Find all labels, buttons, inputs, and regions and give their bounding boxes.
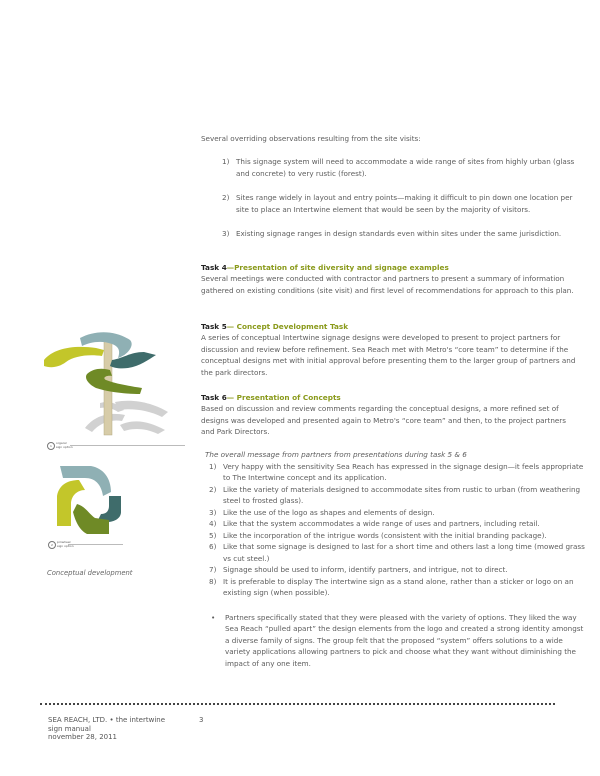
bullet-icon: • [211,612,216,622]
task-body: Based on discussion and review comments regarding the conceptual designs, a more refined set of designs was developed and presented again to Metro's “core team” and then, to the project partners and Park Directors. [201,404,567,436]
task-label: Task 6 [201,393,227,402]
task-title: Concept Development Task [236,322,349,331]
figure-1-number: 1 [47,442,55,450]
feedback-section [205,449,585,669]
list-number: 5) [209,530,217,540]
feedback-item [209,484,585,507]
observations-list-2 [222,192,582,215]
list-text: Like the variety of materials designed to accommodate sites from rustic to urban (from weathering steel to frosted glass). [223,484,581,505]
task-dash: — [226,393,237,402]
bullet-text: Partners specifically stated that they were pleased with the variety of options. They liked the way Sea Reach “pulled apart” the design elements from the logo and created a strong identity amongst a diverse family of signs. The group felt that the proposed “system” offers solutions to a wide variety applications allowing partners to pick and choose what they want without diminishing the impact of any one item. [225,612,584,668]
list-text: Like that some signage is designed to last for a short time and others last a long time (mowed grass vs cut steel.) [223,542,585,563]
list-number: 3) [222,229,230,238]
figure-1-label: organic [56,441,68,445]
olive-blade [86,369,142,394]
feedback-title: The overall message from partners from presentations during task 5 & 6 [205,450,467,459]
feedback-item [209,541,585,564]
sign-shadow [85,401,168,434]
list-text: Like the use of the logo as shapes and elements of design. [223,507,435,517]
list-item [222,192,582,215]
teal-blade [110,352,156,368]
footer-company: SEA REACH, LTD. • the intertwine [48,716,166,724]
task-body: A series of conceptual Intertwine signage designs were developed to present to project partners for discussion and review before refinement. Sea Reach met with Metro's “core team” to determine if the conceptual designs met with initial approval before presenting them to the larger group of partners and the park directors. [201,333,576,377]
list-text: Signage should be used to inform, identify partners, and intrigue, not to direct. [223,565,508,574]
observations-list [222,156,582,179]
figure-1-sublabel: sign option [56,445,73,449]
figure-2-label: pinwheel [57,540,71,544]
observations-list-3 [222,228,582,240]
pinwheel-sign-figure [55,462,125,534]
feedback-item [209,576,585,599]
list-text: This signage system will need to accommodate a wide range of sites from highly urban (glass and concrete) to very rustic (forest). [236,157,575,178]
figure-2-sublabel: sign option [57,544,74,548]
list-number: 1) [222,157,230,166]
task-dash: — [226,322,237,331]
task-label: Task 4 [201,263,227,272]
list-number: 2) [222,193,230,202]
list-item [222,156,582,179]
task-dash: — [226,263,235,272]
task-heading [201,392,581,403]
figure-caption: Conceptual development [47,569,133,577]
teal-pinwheel-blade [97,496,121,522]
organic-sign-figure [40,300,180,440]
intro-lead: Several overriding observations resulting from the site visits: [201,134,421,143]
footer-divider [40,703,555,705]
figure-2-number: 2 [48,541,56,549]
list-text: Existing signage ranges in design standards even within sites under the same jurisdiction. [236,229,562,238]
list-text: Like that the system accommodates a wide range of uses and partners, including retail. [223,519,540,528]
task-title: Presentation of Concepts [236,393,341,402]
figure-2-rule [68,544,123,545]
task-4-section [201,262,581,296]
feedback-item [209,507,585,519]
list-number: 3) [209,507,217,517]
list-number: 8) [209,576,217,586]
task-heading [201,262,581,273]
partners-bullet [205,612,585,670]
task-body: Several meetings were conducted with contractor and partners to present a summary of information gathered on existing conditions (site visit) and first level of recommendations for approach to this plan. [201,274,574,295]
list-number: 1) [209,461,217,471]
task-heading [201,321,581,332]
footer-manual: sign manual [48,724,91,733]
feedback-item [209,530,585,542]
task-title: Presentation of site diversity and signage examples [234,263,449,272]
list-item [222,228,582,240]
page-number: 3 [199,716,204,724]
figure-1-rule [70,445,185,446]
task-6-section [201,392,581,438]
task-label: Task 5 [201,322,227,331]
list-text: Like the incorporation of the intrigue words (consistent with the initial branding package). [223,530,547,540]
list-number: 4) [209,519,217,528]
list-number: 7) [209,565,217,574]
list-number: 2) [209,484,217,494]
feedback-item [209,518,585,530]
footer-info [48,716,165,742]
list-text: Very happy with the sensitivity Sea Reach has expressed in the signage design—it feels appropriate to The Intertwine concept and its application. [223,461,584,482]
list-number: 6) [209,542,217,551]
feedback-item [209,461,585,484]
list-text: It is preferable to display The intertwine sign as a stand alone, rather than a sticker or logo on an existing sign (when possible). [223,576,574,597]
feedback-item [209,564,585,576]
lime-blade [44,347,104,367]
list-text: Sites range widely in layout and entry points—making it difficult to pin down one location per site to place an Intertwine element that would be seen by the majority of visitors. [236,193,573,214]
task-5-section [201,321,581,378]
footer-date: november 28, 2011 [48,733,118,741]
